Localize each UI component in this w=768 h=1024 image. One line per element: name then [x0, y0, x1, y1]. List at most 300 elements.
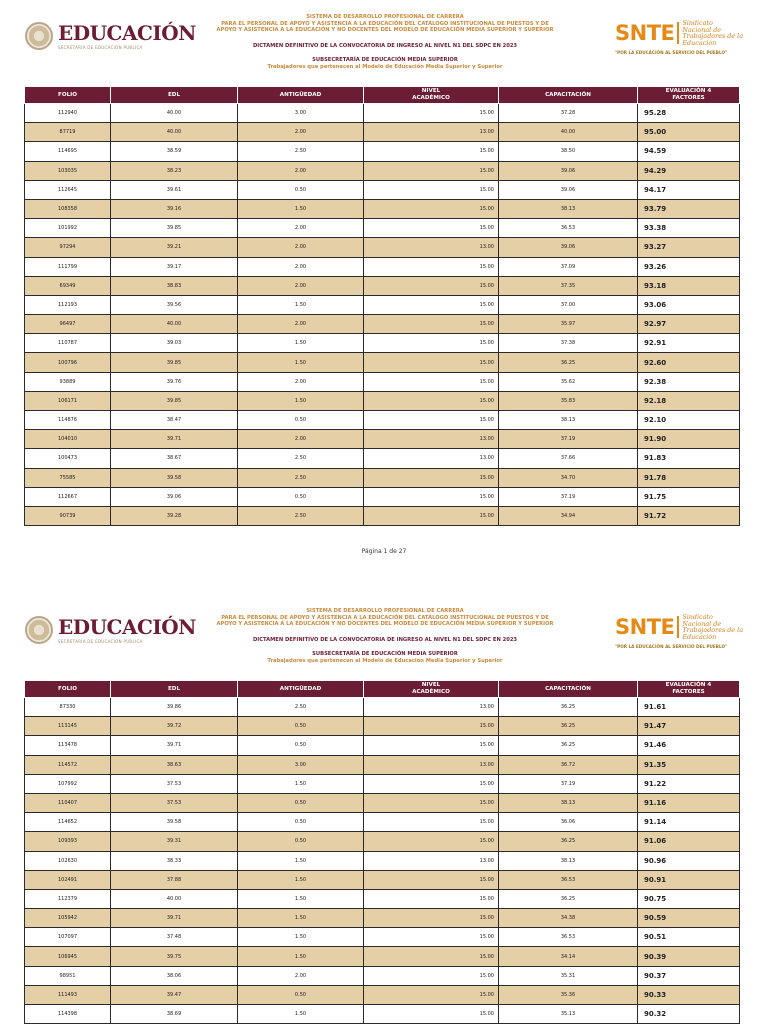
header-line-1: SISTEMA DE DESARROLLO PROFESIONAL DE CARRERA [306, 14, 464, 20]
edl-cell: 39.03 [111, 334, 238, 353]
edl-cell: 39.17 [111, 257, 238, 276]
capacitacion-cell: 37.19 [499, 487, 638, 506]
antiguedad-cell: 1.50 [238, 295, 364, 314]
table-row [25, 315, 740, 334]
capacitacion-cell: 36.25 [499, 889, 638, 908]
evaluacion-cell: 91.47 [638, 717, 740, 736]
table-row [25, 238, 740, 257]
nivel-academico-cell: 15.00 [364, 909, 499, 928]
evaluacion-cell: 91.46 [638, 736, 740, 755]
evaluacion-cell: 91.78 [638, 468, 740, 487]
edl-cell: 37.48 [111, 928, 238, 947]
snte-logo [615, 20, 745, 55]
folio-cell: 69349 [25, 276, 111, 295]
table-row [25, 295, 740, 314]
trabajadores-subtitle: Trabajadores que pertenecen al Modelo de Educación Media Superior y Superior [267, 657, 503, 664]
nivel-academico-cell: 13.00 [364, 755, 499, 774]
capacitacion-cell: 35.13 [499, 1005, 638, 1024]
snte-divider [677, 616, 679, 638]
table-row [25, 985, 740, 1004]
page-header [0, 0, 768, 86]
nivel-academico-cell: 15.00 [364, 411, 499, 430]
capacitacion-cell: 37.19 [499, 774, 638, 793]
capacitacion-cell: 36.25 [499, 698, 638, 717]
nivel-academico-cell: 15.00 [364, 736, 499, 755]
dictamen-title: DICTAMEN DEFINITIVO DE LA CONVOCATORIA DE INGRESO AL NIVEL N1 DEL SDPC EN 2023 [252, 636, 518, 643]
antiguedad-cell: 1.50 [238, 199, 364, 218]
capacitacion-cell: 38.13 [499, 411, 638, 430]
table-row [25, 104, 740, 123]
table-row [25, 123, 740, 142]
folio-cell: 110407 [25, 793, 111, 812]
antiguedad-cell: 0.50 [238, 717, 364, 736]
table-row [25, 276, 740, 295]
antiguedad-cell: 1.50 [238, 889, 364, 908]
edl-cell: 38.67 [111, 449, 238, 468]
column-header: ANTIGÜEDAD [238, 681, 364, 698]
nivel-academico-cell: 13.00 [364, 123, 499, 142]
subsecretaria-title: SUBSECRETARÍA DE EDUCACIÓN MEDIA SUPERIOR [312, 56, 458, 63]
column-header: NIVEL ACADÉMICO [364, 681, 499, 698]
edl-cell: 39.61 [111, 180, 238, 199]
evaluacion-cell: 93.27 [638, 238, 740, 257]
folio-cell: 93889 [25, 372, 111, 391]
column-header: EDL [111, 681, 238, 698]
folio-cell: 112193 [25, 295, 111, 314]
nivel-academico-cell: 13.00 [364, 238, 499, 257]
nivel-academico-cell: 15.00 [364, 928, 499, 947]
edl-cell: 38.47 [111, 411, 238, 430]
capacitacion-cell: 37.35 [499, 276, 638, 295]
table-body [25, 698, 740, 1024]
edl-cell: 37.53 [111, 774, 238, 793]
evaluacion-cell: 90.39 [638, 947, 740, 966]
table-row [25, 430, 740, 449]
evaluacion-cell: 91.61 [638, 698, 740, 717]
column-header: EVALUACIÓN 4 FACTORES [638, 87, 740, 104]
table-row [25, 813, 740, 832]
nivel-academico-cell: 15.00 [364, 889, 499, 908]
nivel-academico-cell: 13.00 [364, 449, 499, 468]
capacitacion-cell: 38.13 [499, 793, 638, 812]
antiguedad-cell: 2.00 [238, 430, 364, 449]
evaluacion-cell: 92.10 [638, 411, 740, 430]
folio-cell: 106171 [25, 391, 111, 410]
nivel-academico-cell: 15.00 [364, 985, 499, 1004]
table-row [25, 928, 740, 947]
capacitacion-cell: 36.25 [499, 832, 638, 851]
evaluacion-cell: 91.14 [638, 813, 740, 832]
capacitacion-cell: 37.09 [499, 257, 638, 276]
edl-cell: 39.58 [111, 813, 238, 832]
evaluacion-cell: 95.00 [638, 123, 740, 142]
snte-divider [677, 22, 679, 44]
antiguedad-cell: 1.50 [238, 851, 364, 870]
folio-cell: 113478 [25, 736, 111, 755]
folio-cell: 102630 [25, 851, 111, 870]
antiguedad-cell: 2.50 [238, 449, 364, 468]
table-row [25, 180, 740, 199]
results-table [24, 86, 740, 526]
edl-cell: 40.00 [111, 889, 238, 908]
page-gap [0, 570, 768, 594]
nivel-academico-cell: 15.00 [364, 832, 499, 851]
column-header: EVALUACIÓN 4 FACTORES [638, 681, 740, 698]
evaluacion-cell: 91.90 [638, 430, 740, 449]
column-header: CAPACITACIÓN [499, 681, 638, 698]
antiguedad-cell: 1.50 [238, 774, 364, 793]
capacitacion-cell: 38.13 [499, 199, 638, 218]
antiguedad-cell: 0.50 [238, 813, 364, 832]
table-row [25, 142, 740, 161]
edl-cell: 39.85 [111, 353, 238, 372]
document-page-2 [0, 594, 768, 1024]
folio-cell: 114398 [25, 1005, 111, 1024]
snte-wordmark: SNTE [615, 21, 675, 46]
nivel-academico-cell: 15.00 [364, 142, 499, 161]
results-table [24, 680, 740, 1024]
nivel-academico-cell: 15.00 [364, 295, 499, 314]
edl-cell: 38.06 [111, 966, 238, 985]
capacitacion-cell: 36.53 [499, 219, 638, 238]
snte-wordmark: SNTE [615, 615, 675, 640]
header-titles [170, 608, 600, 664]
table-body [25, 104, 740, 526]
snte-motto: "POR LA EDUCACIÓN AL SERVICIO DEL PUEBLO" [615, 644, 728, 650]
evaluacion-cell: 93.38 [638, 219, 740, 238]
nivel-academico-cell: 15.00 [364, 180, 499, 199]
edl-cell: 39.75 [111, 947, 238, 966]
folio-cell: 114876 [25, 411, 111, 430]
snte-logo [615, 614, 745, 649]
evaluacion-cell: 90.33 [638, 985, 740, 1004]
table-row [25, 411, 740, 430]
nivel-academico-cell: 15.00 [364, 372, 499, 391]
capacitacion-cell: 35.62 [499, 372, 638, 391]
header-titles [170, 14, 600, 70]
table-row [25, 468, 740, 487]
evaluacion-cell: 91.35 [638, 755, 740, 774]
evaluacion-cell: 90.37 [638, 966, 740, 985]
capacitacion-cell: 34.38 [499, 909, 638, 928]
table-row [25, 391, 740, 410]
nivel-academico-cell: 15.00 [364, 1005, 499, 1024]
folio-cell: 98951 [25, 966, 111, 985]
folio-cell: 112667 [25, 487, 111, 506]
antiguedad-cell: 1.50 [238, 909, 364, 928]
evaluacion-cell: 91.75 [638, 487, 740, 506]
folio-cell: 103035 [25, 161, 111, 180]
table-header-row [25, 87, 740, 104]
antiguedad-cell: 1.50 [238, 928, 364, 947]
column-header: FOLIO [25, 681, 111, 698]
capacitacion-cell: 37.38 [499, 334, 638, 353]
capacitacion-cell: 39.06 [499, 161, 638, 180]
antiguedad-cell: 1.50 [238, 353, 364, 372]
capacitacion-cell: 37.28 [499, 104, 638, 123]
evaluacion-cell: 92.38 [638, 372, 740, 391]
capacitacion-cell: 36.53 [499, 870, 638, 889]
nivel-academico-cell: 15.00 [364, 161, 499, 180]
table-row [25, 334, 740, 353]
antiguedad-cell: 2.50 [238, 468, 364, 487]
capacitacion-cell: 36.53 [499, 928, 638, 947]
nivel-academico-cell: 15.00 [364, 257, 499, 276]
folio-cell: 96497 [25, 315, 111, 334]
antiguedad-cell: 2.00 [238, 966, 364, 985]
nivel-academico-cell: 15.00 [364, 487, 499, 506]
table-row [25, 966, 740, 985]
capacitacion-cell: 38.50 [499, 142, 638, 161]
capacitacion-cell: 36.25 [499, 353, 638, 372]
nivel-academico-cell: 15.00 [364, 966, 499, 985]
folio-cell: 107992 [25, 774, 111, 793]
table-row [25, 832, 740, 851]
table-row [25, 889, 740, 908]
folio-cell: 110787 [25, 334, 111, 353]
nivel-academico-cell: 15.00 [364, 276, 499, 295]
edl-cell: 40.00 [111, 315, 238, 334]
column-header: FOLIO [25, 87, 111, 104]
header-line-2: PARA EL PERSONAL DE APOYO Y ASISTENCIA A LA EDUCACIÓN DEL CATÁLOGO INSTITUCIONAL DE PUESTOS Y DE [221, 20, 549, 27]
antiguedad-cell: 2.00 [238, 276, 364, 295]
evaluacion-cell: 91.16 [638, 793, 740, 812]
evaluacion-cell: 94.59 [638, 142, 740, 161]
folio-cell: 108358 [25, 199, 111, 218]
table-row [25, 449, 740, 468]
edl-cell: 39.76 [111, 372, 238, 391]
nivel-academico-cell: 15.00 [364, 717, 499, 736]
sep-wordmark: EDUCACIÓN [58, 20, 196, 45]
edl-cell: 39.85 [111, 391, 238, 410]
folio-cell: 75585 [25, 468, 111, 487]
folio-cell: 114572 [25, 755, 111, 774]
nivel-academico-cell: 15.00 [364, 334, 499, 353]
nivel-academico-cell: 15.00 [364, 793, 499, 812]
capacitacion-cell: 34.94 [499, 506, 638, 525]
antiguedad-cell: 2.00 [238, 372, 364, 391]
national-seal-icon [25, 616, 53, 644]
folio-cell: 112379 [25, 889, 111, 908]
capacitacion-cell: 36.25 [499, 717, 638, 736]
table-row [25, 947, 740, 966]
table-row [25, 219, 740, 238]
antiguedad-cell: 2.00 [238, 219, 364, 238]
edl-cell: 39.86 [111, 698, 238, 717]
capacitacion-cell: 34.14 [499, 947, 638, 966]
evaluacion-cell: 90.32 [638, 1005, 740, 1024]
capacitacion-cell: 36.06 [499, 813, 638, 832]
evaluacion-cell: 91.06 [638, 832, 740, 851]
folio-cell: 97294 [25, 238, 111, 257]
edl-cell: 38.23 [111, 161, 238, 180]
header-line-2: PARA EL PERSONAL DE APOYO Y ASISTENCIA A LA EDUCACIÓN DEL CATÁLOGO INSTITUCIONAL DE PUESTOS Y DE [221, 614, 549, 621]
antiguedad-cell: 0.50 [238, 832, 364, 851]
evaluacion-cell: 90.91 [638, 870, 740, 889]
nivel-academico-cell: 15.00 [364, 391, 499, 410]
edl-cell: 38.59 [111, 142, 238, 161]
antiguedad-cell: 0.50 [238, 487, 364, 506]
nivel-academico-cell: 15.00 [364, 353, 499, 372]
table-row [25, 372, 740, 391]
table-row [25, 774, 740, 793]
evaluacion-cell: 93.79 [638, 199, 740, 218]
antiguedad-cell: 2.00 [238, 257, 364, 276]
evaluacion-cell: 90.75 [638, 889, 740, 908]
capacitacion-cell: 34.70 [499, 468, 638, 487]
edl-cell: 39.71 [111, 430, 238, 449]
snte-motto: "POR LA EDUCACIÓN AL SERVICIO DEL PUEBLO" [615, 50, 728, 56]
table-row [25, 717, 740, 736]
evaluacion-cell: 94.17 [638, 180, 740, 199]
edl-cell: 39.47 [111, 985, 238, 1004]
table-row [25, 755, 740, 774]
evaluacion-cell: 92.18 [638, 391, 740, 410]
antiguedad-cell: 0.50 [238, 736, 364, 755]
evaluacion-cell: 93.18 [638, 276, 740, 295]
table-row [25, 1005, 740, 1024]
capacitacion-cell: 40.00 [499, 123, 638, 142]
edl-cell: 39.85 [111, 219, 238, 238]
evaluacion-cell: 91.83 [638, 449, 740, 468]
column-header: NIVEL ACADÉMICO [364, 87, 499, 104]
folio-cell: 105942 [25, 909, 111, 928]
antiguedad-cell: 1.50 [238, 1005, 364, 1024]
edl-cell: 39.71 [111, 736, 238, 755]
folio-cell: 112645 [25, 180, 111, 199]
evaluacion-cell: 93.26 [638, 257, 740, 276]
capacitacion-cell: 39.06 [499, 180, 638, 199]
edl-cell: 39.56 [111, 295, 238, 314]
dictamen-title: DICTAMEN DEFINITIVO DE LA CONVOCATORIA DE INGRESO AL NIVEL N1 DEL SDPC EN 2023 [252, 42, 518, 49]
edl-cell: 38.63 [111, 755, 238, 774]
table-row [25, 161, 740, 180]
trabajadores-subtitle: Trabajadores que pertenecen al Modelo de Educación Media Superior y Superior [267, 63, 503, 70]
edl-cell: 39.16 [111, 199, 238, 218]
edl-cell: 39.28 [111, 506, 238, 525]
capacitacion-cell: 35.83 [499, 391, 638, 410]
edl-cell: 39.06 [111, 487, 238, 506]
antiguedad-cell: 2.00 [238, 161, 364, 180]
edl-cell: 39.72 [111, 717, 238, 736]
folio-cell: 106945 [25, 947, 111, 966]
snte-full-name: Sindicato Nacional de Trabajadores de la Educación [682, 613, 744, 641]
capacitacion-cell: 35.31 [499, 966, 638, 985]
nivel-academico-cell: 15.00 [364, 468, 499, 487]
table-row [25, 851, 740, 870]
antiguedad-cell: 2.50 [238, 698, 364, 717]
folio-cell: 101992 [25, 219, 111, 238]
snte-full-name: Sindicato Nacional de Trabajadores de la Educación [682, 19, 744, 47]
antiguedad-cell: 1.50 [238, 334, 364, 353]
capacitacion-cell: 35.97 [499, 315, 638, 334]
antiguedad-cell: 2.00 [238, 315, 364, 334]
nivel-academico-cell: 15.00 [364, 813, 499, 832]
table-row [25, 487, 740, 506]
nivel-academico-cell: 13.00 [364, 430, 499, 449]
folio-cell: 114652 [25, 813, 111, 832]
capacitacion-cell: 37.66 [499, 449, 638, 468]
capacitacion-cell: 36.72 [499, 755, 638, 774]
nivel-academico-cell: 15.00 [364, 774, 499, 793]
table-row [25, 506, 740, 525]
antiguedad-cell: 1.50 [238, 391, 364, 410]
capacitacion-cell: 37.19 [499, 430, 638, 449]
edl-cell: 40.00 [111, 123, 238, 142]
edl-cell: 37.88 [111, 870, 238, 889]
column-header: ANTIGÜEDAD [238, 87, 364, 104]
antiguedad-cell: 0.50 [238, 411, 364, 430]
antiguedad-cell: 2.00 [238, 238, 364, 257]
antiguedad-cell: 3.00 [238, 755, 364, 774]
antiguedad-cell: 0.50 [238, 180, 364, 199]
sep-subtitle: SECRETARÍA DE EDUCACIÓN PÚBLICA [58, 44, 143, 50]
nivel-academico-cell: 15.00 [364, 199, 499, 218]
nivel-academico-cell: 13.00 [364, 698, 499, 717]
evaluacion-cell: 90.51 [638, 928, 740, 947]
folio-cell: 100473 [25, 449, 111, 468]
nivel-academico-cell: 15.00 [364, 870, 499, 889]
sep-wordmark: EDUCACIÓN [58, 614, 196, 639]
antiguedad-cell: 3.00 [238, 104, 364, 123]
table-row [25, 793, 740, 812]
nivel-academico-cell: 13.00 [364, 851, 499, 870]
nivel-academico-cell: 15.00 [364, 104, 499, 123]
nivel-academico-cell: 15.00 [364, 947, 499, 966]
nivel-academico-cell: 15.00 [364, 219, 499, 238]
header-line-3: APOYO Y ASISTENCIA A LA EDUCACIÓN Y NO DOCENTES DEL MODELO DE EDUCACIÓN MEDIA SUPERIOR Y SUPERIOR [216, 27, 554, 34]
header-line-3: APOYO Y ASISTENCIA A LA EDUCACIÓN Y NO DOCENTES DEL MODELO DE EDUCACIÓN MEDIA SUPERIOR Y SUPERIOR [216, 621, 554, 628]
edl-cell: 37.53 [111, 793, 238, 812]
nivel-academico-cell: 15.00 [364, 315, 499, 334]
edl-cell: 40.00 [111, 104, 238, 123]
edl-cell: 39.21 [111, 238, 238, 257]
antiguedad-cell: 2.50 [238, 142, 364, 161]
table-row [25, 698, 740, 717]
evaluacion-cell: 92.60 [638, 353, 740, 372]
national-seal-icon [25, 22, 53, 50]
capacitacion-cell: 38.13 [499, 851, 638, 870]
capacitacion-cell: 39.06 [499, 238, 638, 257]
folio-cell: 87330 [25, 698, 111, 717]
antiguedad-cell: 1.50 [238, 947, 364, 966]
table-row [25, 909, 740, 928]
edl-cell: 38.33 [111, 851, 238, 870]
antiguedad-cell: 2.00 [238, 123, 364, 142]
evaluacion-cell: 90.96 [638, 851, 740, 870]
subsecretaria-title: SUBSECRETARÍA DE EDUCACIÓN MEDIA SUPERIOR [312, 650, 458, 657]
edl-cell: 39.31 [111, 832, 238, 851]
table-row [25, 257, 740, 276]
column-header: CAPACITACIÓN [499, 87, 638, 104]
evaluacion-cell: 95.28 [638, 104, 740, 123]
folio-cell: 111799 [25, 257, 111, 276]
evaluacion-cell: 93.06 [638, 295, 740, 314]
evaluacion-cell: 90.59 [638, 909, 740, 928]
page-header [0, 594, 768, 680]
table-row [25, 736, 740, 755]
antiguedad-cell: 0.50 [238, 985, 364, 1004]
folio-cell: 104010 [25, 430, 111, 449]
edl-cell: 39.71 [111, 909, 238, 928]
evaluacion-cell: 91.22 [638, 774, 740, 793]
header-line-1: SISTEMA DE DESARROLLO PROFESIONAL DE CARRERA [306, 608, 464, 614]
capacitacion-cell: 37.00 [499, 295, 638, 314]
antiguedad-cell: 2.50 [238, 506, 364, 525]
folio-cell: 114695 [25, 142, 111, 161]
sep-subtitle: SECRETARÍA DE EDUCACIÓN PÚBLICA [58, 638, 143, 644]
table-row [25, 199, 740, 218]
